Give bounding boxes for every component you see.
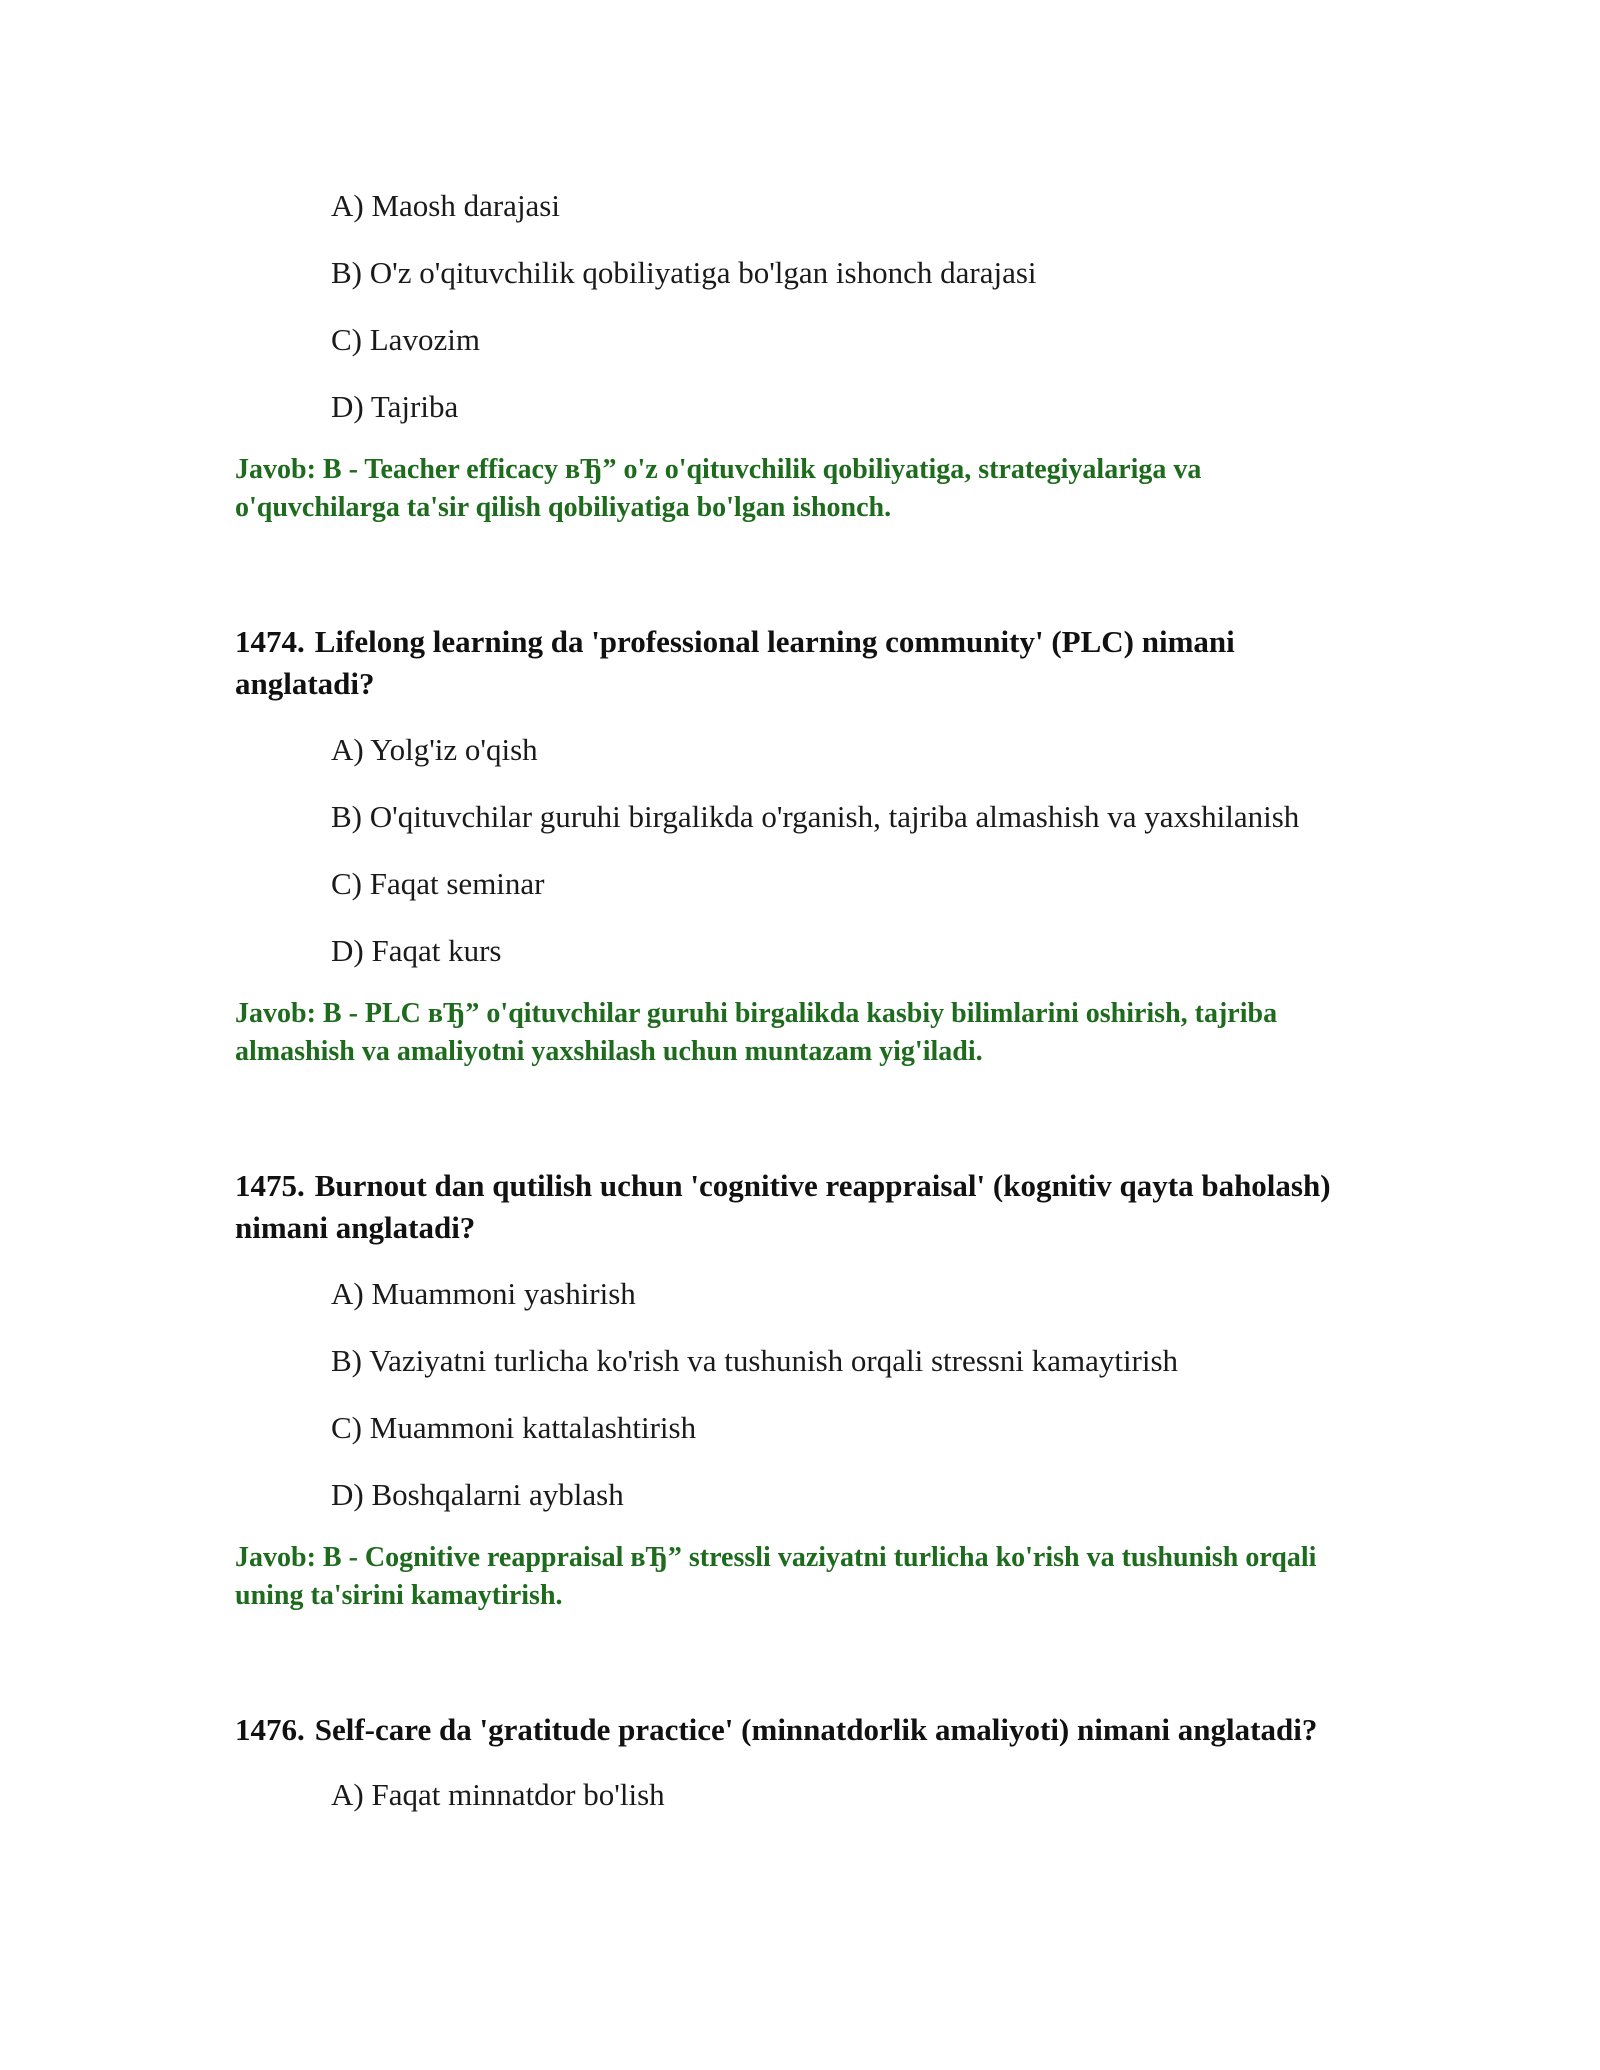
option-c: C) Lavozim [331,322,480,357]
option-d: D) Boshqalarni ayblash [331,1477,624,1512]
answer-text: Javob: B - Teacher efficacy вЂ” o'z o'qituvchilik qobiliyatiga, strategiyalariga va o'quvchilarga ta'sir qilish qobiliyatiga bo'lgan ishonch. [235,454,1202,523]
option-b: B) O'qituvchilar guruhi birgalikda o'rganish, tajriba almashish va yaxshilanish [331,799,1300,834]
question-body: Self-care da 'gratitude practice' (minnatdorlik amaliyoti) nimani anglatadi? [314,1712,1318,1747]
question-body: Burnout dan qutilish uchun 'cognitive reappraisal' (kognitiv qayta baholash) nimani anglatadi? [235,1168,1331,1245]
question-text [235,1709,1365,1751]
option-d: D) Faqat kurs [331,933,502,968]
question-text [235,1165,1365,1249]
option-a: A) Yolg'iz o'qish [331,732,538,767]
option-a: A) Faqat minnatdor bo'lish [331,1777,665,1812]
option-b: B) Vaziyatni turlicha ko'rish va tushunish orqali stressni kamaytirish [331,1343,1179,1378]
option-c: C) Faqat seminar [331,866,545,901]
question-body: Lifelong learning da 'professional learning community' (PLC) nimani anglatadi? [235,624,1235,701]
answer-text: Javob: B - PLC вЂ” o'qituvchilar guruhi birgalikda kasbiy bilimlarini oshirish, tajriba almashish va amaliyotni yaxshilash uchun muntazam yig'iladi. [235,998,1278,1067]
option-d: D) Tajriba [331,389,459,424]
question-number: 1474. [235,624,305,659]
option-a: A) Muammoni yashirish [331,1276,636,1311]
question-number: 1475. [235,1168,305,1203]
option-c: C) Muammoni kattalashtirish [331,1410,697,1445]
answer-text: Javob: B - Cognitive reappraisal вЂ” stressli vaziyatni turlicha ko'rish va tushunish orqali uning ta'sirini kamaytirish. [235,1542,1317,1611]
option-b: B) O'z o'qituvchilik qobiliyatiga bo'lgan ishonch darajasi [331,255,1037,290]
question-text [235,621,1365,705]
question-number: 1476. [235,1712,305,1747]
option-a: A) Maosh darajasi [331,188,560,223]
